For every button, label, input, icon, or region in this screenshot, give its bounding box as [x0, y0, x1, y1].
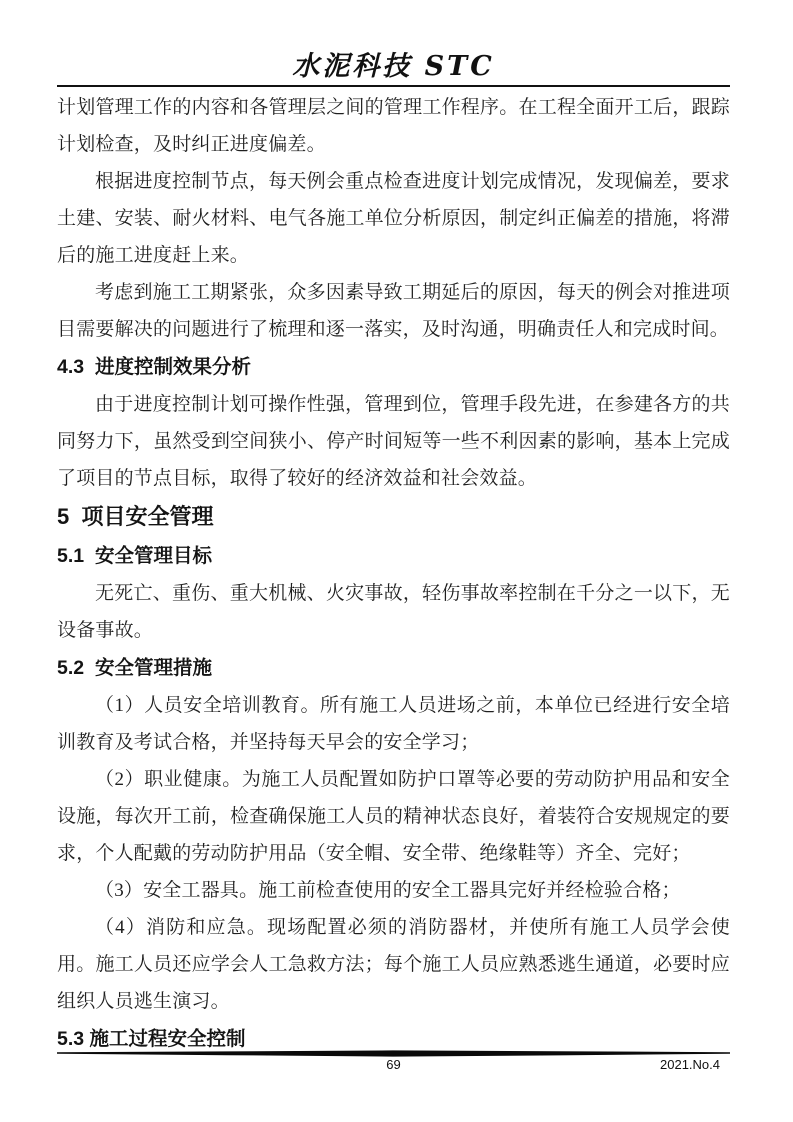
section-heading: 5 项目安全管理	[57, 504, 214, 529]
paragraph: 由于进度控制计划可操作性强，管理到位，管理手段先进，在参建各方的共同努力下，虽然受到空间狭小、停产时间短等一些不利因素的影响，基本上完成了项目的节点目标，取得了较好的经济效益和社会效益。	[57, 394, 730, 489]
paragraph: 计划管理工作的内容和各管理层之间的管理工作程序。在工程全面开工后，跟踪计划检查，及时纠正进度偏差。	[57, 97, 730, 155]
journal-title: 水泥科技 STC	[292, 51, 495, 82]
paragraph: （1）人员安全培训教育。所有施工人员进场之前，本单位已经进行安全培训教育及考试合格，并坚持每天早会的安全学习；	[57, 695, 730, 753]
paragraph: （3）安全工器具。施工前检查使用的安全工器具完好并经检验合格；	[95, 880, 681, 901]
footer	[57, 1057, 730, 1075]
page-number: 69	[386, 1057, 401, 1072]
issue-number: 2021.No.4	[660, 1057, 720, 1072]
section-heading: 5.2 安全管理措施	[57, 657, 212, 679]
section-heading: 5.3 施工过程安全控制	[57, 1028, 246, 1050]
paragraph: （4）消防和应急。现场配置必须的消防器材，并使所有施工人员学会使用。施工人员还应学会人工急救方法；每个施工人员应熟悉逃生通道，必要时应组织人员逃生演习。	[57, 917, 730, 1012]
paragraph: 根据进度控制节点，每天例会重点检查进度计划完成情况，发现偏差，要求土建、安装、耐火材料、电气各施工单位分析原因，制定纠正偏差的措施，将滞后的施工进度赶上来。	[57, 171, 730, 266]
document-body	[57, 89, 730, 1058]
header-rule	[57, 85, 730, 87]
section-heading: 4.3 进度控制效果分析	[57, 356, 251, 378]
paragraph: （2）职业健康。为施工人员配置如防护口罩等必要的劳动防护用品和安全设施，每次开工前，检查确保施工人员的精神状态良好，着装符合安规规定的要求，个人配戴的劳动防护用品（安全帽、安全带、绝缘鞋等）齐全、完好；	[57, 769, 730, 864]
section-heading: 5.1 安全管理目标	[57, 545, 212, 567]
paragraph: 考虑到施工工期紧张，众多因素导致工期延后的原因，每天的例会对推进项目需要解决的问题进行了梳理和逐一落实，及时沟通，明确责任人和完成时间。	[57, 282, 730, 340]
paragraph: 无死亡、重伤、重大机械、火灾事故，轻伤事故率控制在千分之一以下，无设备事故。	[57, 583, 730, 641]
